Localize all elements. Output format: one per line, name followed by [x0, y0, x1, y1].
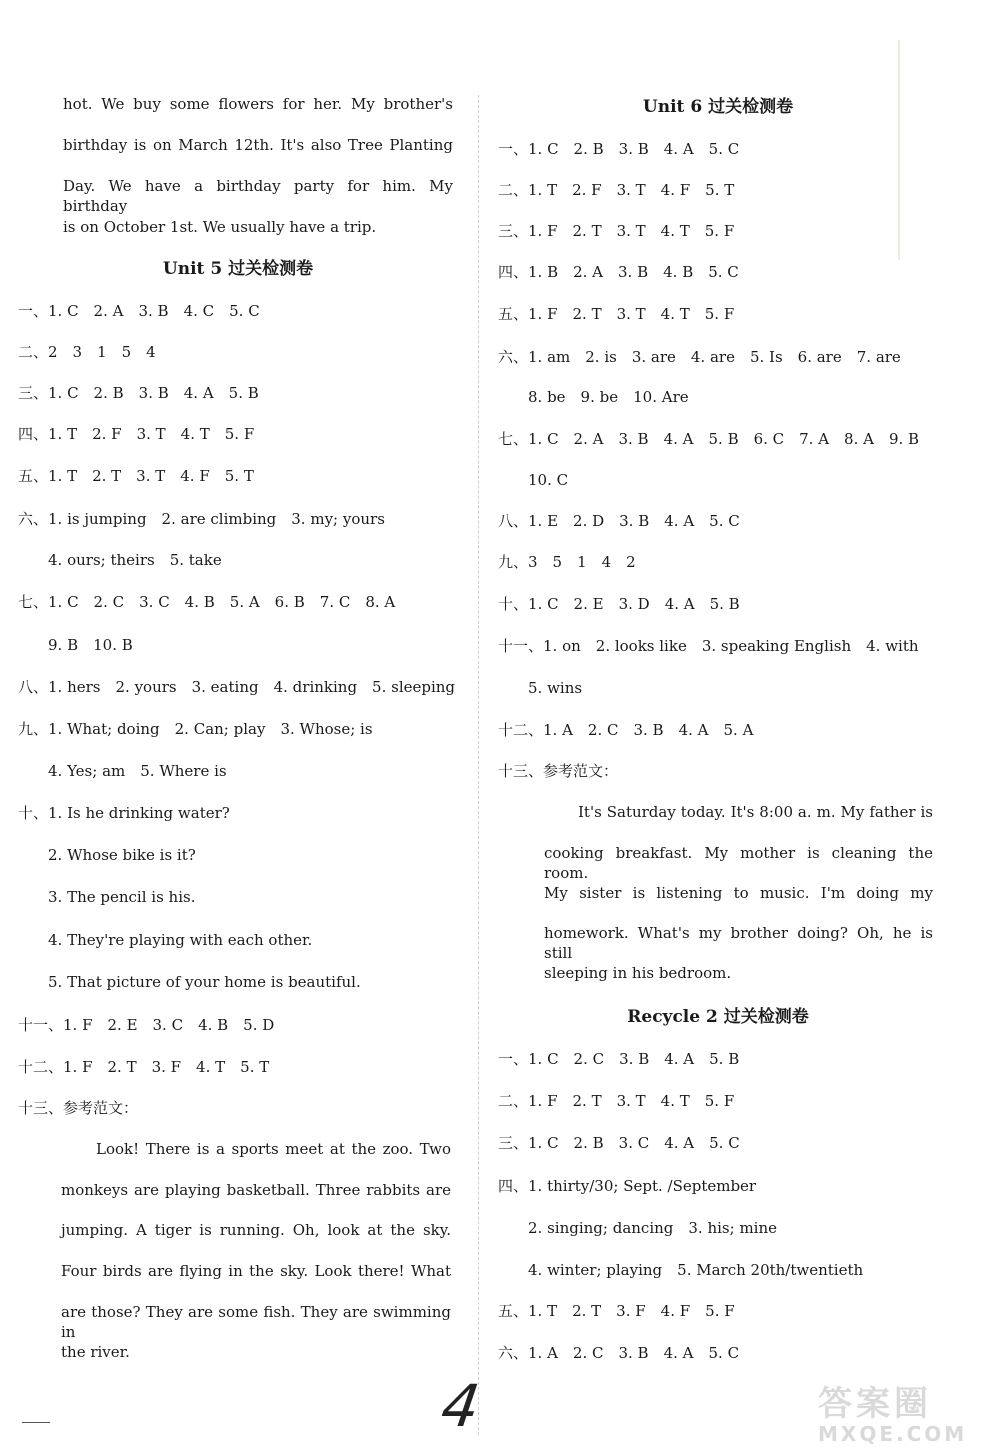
answer-line: 十、1. C 2. E 3. D 4. A 5. B: [498, 595, 740, 613]
answer-line: 一、1. C 2. A 3. B 4. C 5. C: [18, 302, 260, 320]
answer-line: 七、1. C 2. C 3. C 4. B 5. A 6. B 7. C 8. A: [18, 593, 396, 611]
answer-line: 四、1. thirty/30; Sept. /September: [498, 1177, 757, 1195]
answer-line: 五、1. T 2. T 3. T 4. F 5. T: [18, 467, 254, 485]
answer-line: 二、2 3 1 5 4: [18, 343, 156, 361]
answer-line: 一、1. C 2. B 3. B 4. A 5. C: [498, 140, 740, 158]
answer-line: 十三、参考范文：: [18, 1099, 139, 1117]
essay-line: monkeys are playing basketball. Three rabbits are: [61, 1181, 451, 1199]
answer-line: 4. They're playing with each other.: [18, 931, 313, 949]
answer-line: 4. Yes; am 5. Where is: [18, 762, 227, 780]
essay-line: My sister is listening to music. I'm doing my: [544, 884, 933, 902]
answer-line: 2. singing; dancing 3. his; mine: [498, 1219, 778, 1237]
watermark-text: 答案圈: [818, 1384, 932, 1424]
essay-line: cooking breakfast. My mother is cleaning the room.: [544, 844, 933, 882]
essay-line: are those? They are some fish. They are swimming in: [61, 1303, 451, 1341]
answer-line: 5. That picture of your home is beautiful.: [18, 973, 361, 991]
answer-line: 三、1. F 2. T 3. T 4. T 5. F: [498, 222, 735, 240]
answer-line: 十二、1. A 2. C 3. B 4. A 5. A: [498, 721, 754, 739]
essay-line: Look! There is a sports meet at the zoo. Two: [96, 1140, 451, 1158]
answer-line: 十、1. Is he drinking water?: [18, 804, 230, 822]
answer-line: 八、1. E 2. D 3. B 4. A 5. C: [498, 512, 740, 530]
section-title-unit5: Unit 5 过关检测卷: [162, 259, 314, 279]
prose-line: is on October 1st. We usually have a trip.: [63, 218, 377, 236]
footer-rule: [22, 1422, 50, 1423]
answer-line: 九、1. What; doing 2. Can; play 3. Whose; is: [18, 720, 373, 738]
answer-line: 5. wins: [498, 679, 583, 697]
answer-line: 七、1. C 2. A 3. B 4. A 5. B 6. C 7. A 8. A 9. B: [498, 430, 920, 448]
answer-line: 十一、1. F 2. E 3. C 4. B 5. D: [18, 1016, 275, 1034]
essay-line: homework. What's my brother doing? Oh, he is still: [544, 924, 933, 962]
answer-line: 九、3 5 1 4 2: [498, 553, 636, 571]
page-number: 4: [437, 1372, 484, 1440]
watermark-url: MXQE.COM: [818, 1422, 968, 1446]
answer-line: 一、1. C 2. C 3. B 4. A 5. B: [498, 1050, 740, 1068]
watermark-logo: [818, 1385, 988, 1447]
answer-line: 三、1. C 2. B 3. B 4. A 5. B: [18, 384, 259, 402]
margin-rule: [898, 40, 900, 260]
answer-line: 八、1. hers 2. yours 3. eating 4. drinking 5. sleeping: [18, 678, 456, 696]
answer-line: 二、1. F 2. T 3. T 4. T 5. F: [498, 1092, 735, 1110]
answer-line: 六、1. A 2. C 3. B 4. A 5. C: [498, 1344, 740, 1362]
essay-line: jumping. A tiger is running. Oh, look at the sky.: [61, 1221, 451, 1239]
answer-line: 十二、1. F 2. T 3. F 4. T 5. T: [18, 1058, 270, 1076]
answer-line: 三、1. C 2. B 3. C 4. A 5. C: [498, 1134, 740, 1152]
answer-line: 十三、参考范文：: [498, 762, 619, 780]
answer-line: 4. winter; playing 5. March 20th/twentieth: [498, 1261, 864, 1279]
answer-line: 四、1. T 2. F 3. T 4. T 5. F: [18, 425, 255, 443]
essay-line: sleeping in his bedroom.: [544, 964, 732, 982]
column-divider: [478, 95, 480, 1435]
answer-line: 10. C: [498, 471, 569, 489]
essay-line: Four birds are flying in the sky. Look there! What: [61, 1262, 451, 1280]
answer-line: 2. Whose bike is it?: [18, 846, 196, 864]
section-title-unit6: Unit 6 过关检测卷: [642, 97, 794, 117]
prose-line: Day. We have a birthday party for him. My birthday: [63, 177, 453, 215]
section-title-recycle2: Recycle 2 过关检测卷: [627, 1007, 809, 1027]
answer-line: 六、1. is jumping 2. are climbing 3. my; yours: [18, 510, 385, 528]
answer-line: 3. The pencil is his.: [18, 888, 196, 906]
answer-line: 六、1. am 2. is 3. are 4. are 5. Is 6. are 7. are: [498, 348, 901, 366]
answer-line: 8. be 9. be 10. Are: [498, 388, 689, 406]
answer-line: 9. B 10. B: [18, 636, 133, 654]
answer-line: 十一、1. on 2. looks like 3. speaking English 4. with: [498, 637, 919, 655]
prose-line: hot. We buy some flowers for her. My brother's: [63, 95, 453, 113]
answer-line: 五、1. T 2. T 3. F 4. F 5. F: [498, 1302, 735, 1320]
prose-line: birthday is on March 12th. It's also Tree Planting: [63, 136, 453, 154]
answer-line: 五、1. F 2. T 3. T 4. T 5. F: [498, 305, 735, 323]
answer-line: 4. ours; theirs 5. take: [18, 551, 222, 569]
essay-line: the river.: [61, 1343, 130, 1361]
essay-line: It's Saturday today. It's 8:00 a. m. My father is: [578, 803, 933, 821]
answer-line: 二、1. T 2. F 3. T 4. F 5. T: [498, 181, 735, 199]
answer-line: 四、1. B 2. A 3. B 4. B 5. C: [498, 263, 739, 281]
